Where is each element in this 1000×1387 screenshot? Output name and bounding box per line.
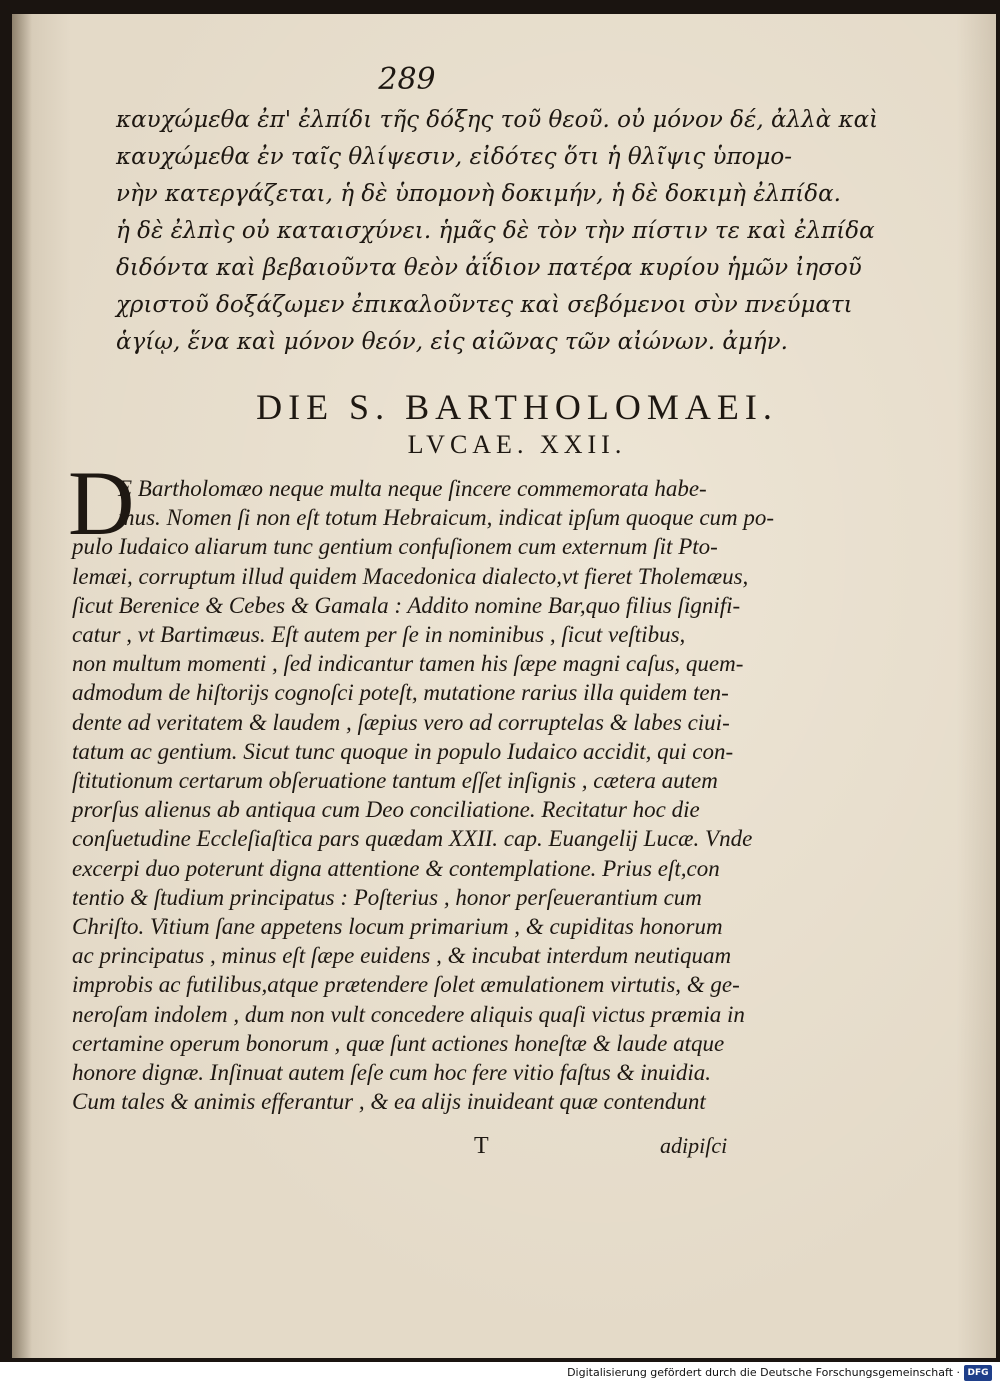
footer-bar xyxy=(0,1362,1000,1387)
latin-line: non multum momenti , ſed indicantur tamen his ſæpe magni caſus, quem- xyxy=(72,651,744,677)
latin-line: neroſam indolem , dum non vult concedere aliquis quaſi victus præmia in xyxy=(72,1001,745,1027)
signature-mark: T xyxy=(474,1133,489,1159)
latin-line: conſuetudine Eccleſiaſtica pars quædam XXII. cap. Euangelij Lucæ. Vnde xyxy=(72,826,753,852)
latin-line: E Bartholomæo neque multa neque ſincere commemorata habe- xyxy=(118,476,707,501)
latin-line: admodum de hiſtorijs cognoſci poteſt, mutatione rarius illa quidem ten- xyxy=(72,680,729,706)
greek-line: χριστοῦ δοξάζωμεν ἐπικαλοῦντες καὶ σεβόμενοι σὺν πνεύματι xyxy=(116,292,853,318)
greek-line: ἁγίῳ, ἕνα καὶ μόνον θεόν, εἰς αἰῶνας τῶν αἰώνων. ἀμήν. xyxy=(116,329,788,355)
book-page xyxy=(12,14,996,1358)
dfg-logo-icon: DFG xyxy=(964,1365,992,1381)
latin-line: catur , vt Bartimæus. Eſt autem per ſe in nominibus , ſicut veſtibus, xyxy=(72,622,686,648)
latin-line: excerpi duo poterunt digna attentione & contemplatione. Prius eſt,con xyxy=(72,855,720,881)
greek-line: νὴν κατεργάζεται, ἡ δὲ ὑπομονὴ δοκιμήν, ἡ δὲ δοκιμὴ ἐλπίδα. xyxy=(116,181,841,207)
latin-line: Cum tales & animis efferantur , & ea alijs inuideant quæ contendunt xyxy=(72,1089,706,1115)
funding-credit: Digitalisierung gefördert durch die Deutsche Forschungsgemeinschaft · xyxy=(567,1366,960,1379)
greek-line: καυχώμεθα ἐπ' ἐλπίδι τῆς δόξης τοῦ θεοῦ. οὐ μόνον δέ, ἀλλὰ καὶ xyxy=(116,107,879,133)
latin-line: tatum ac gentium. Sicut tunc quoque in populo Iudaico accidit, qui con- xyxy=(72,738,734,764)
section-heading: DIE S. BARTHOLOMAEI. xyxy=(256,387,778,427)
latin-line: ac principatus , minus eſt ſæpe euidens , & incubat interdum neutiquam xyxy=(72,943,732,969)
latin-line: certamine operum bonorum , quæ ſunt actiones honeſtæ & laude atque xyxy=(72,1030,725,1056)
latin-line: pulo Iudaico aliarum tunc gentium confuſionem cum externum ſit Pto- xyxy=(72,534,718,560)
latin-line: dente ad veritatem & laudem , ſæpius vero ad corruptelas & labes ciui- xyxy=(72,709,730,735)
latin-line: honore dignæ. Inſinuat autem ſeſe cum hoc fere vitio faſtus & inuidia. xyxy=(72,1060,712,1086)
latin-line: Chriſto. Vitium ſane appetens locum primarium , & cupiditas honorum xyxy=(72,914,723,940)
latin-line: ſicut Berenice & Cebes & Gamala : Addito nomine Bar,quo filius ſignifi- xyxy=(72,592,741,618)
latin-line: mus. Nomen ſi non eſt totum Hebraicum, indicat ipſum quoque cum po- xyxy=(118,505,775,531)
drop-cap: D xyxy=(68,452,135,554)
gutter-shadow xyxy=(12,14,32,1358)
latin-line: prorſus alienus ab antiqua cum Deo conciliatione. Recitatur hoc die xyxy=(72,797,700,823)
latin-line: lemæi, corruptum illud quidem Macedonica dialecto,vt fieret Tholemæus, xyxy=(72,563,749,589)
latin-line: ſtitutionum certarum obſeruatione tantum eſſet inſignis , cætera autem xyxy=(72,768,718,794)
latin-line: tentio & ſtudium principatus : Poſterius , honor perſeuerantium cum xyxy=(72,884,702,910)
greek-line: καυχώμεθα ἐν ταῖς θλίψεσιν, εἰδότες ὅτι ἡ θλῖψις ὑπομο- xyxy=(116,144,793,170)
latin-line: improbis ac futilibus,atque prætendere ſolet æmulationem virtutis, & ge- xyxy=(72,972,740,998)
greek-paragraph xyxy=(116,102,879,361)
greek-line: ἡ δὲ ἐλπὶς οὐ καταισχύνει. ἡμᾶς δὲ τὸν τὴν πίστιν τε καὶ ἐλπίδα xyxy=(116,218,875,244)
section-subheading: LVCAE. XXII. xyxy=(407,430,627,459)
greek-line: διδόντα καὶ βεβαιοῦντα θεὸν ἀΐδιον πατέρα κυρίου ἡμῶν ἰησοῦ xyxy=(116,255,862,281)
catchword: adipiſci xyxy=(660,1133,728,1158)
latin-paragraph xyxy=(72,474,775,1116)
page-number: 289 xyxy=(378,62,436,97)
